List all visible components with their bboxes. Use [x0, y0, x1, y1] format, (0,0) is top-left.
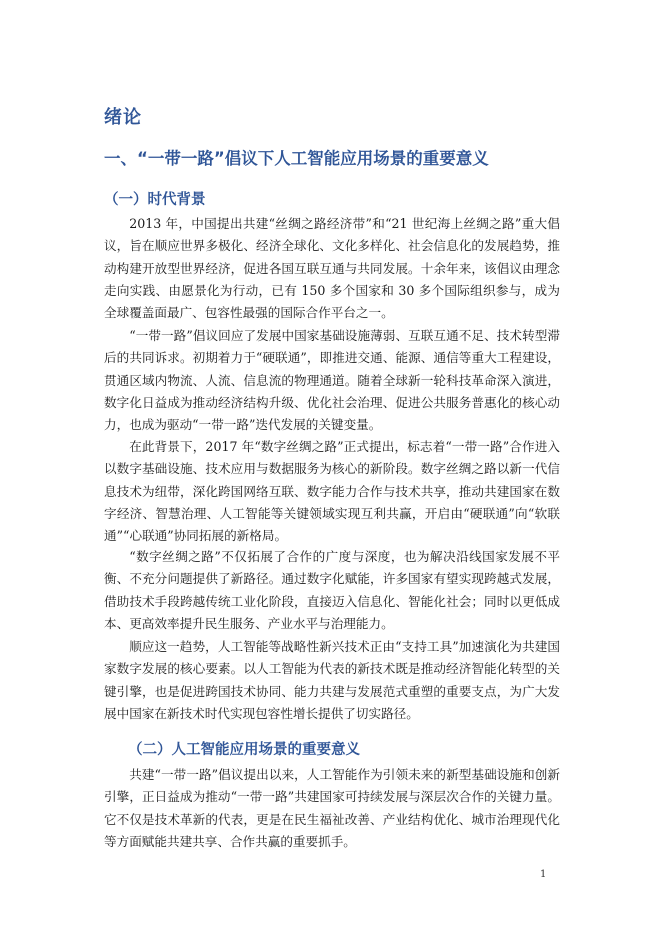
subsection-heading-background: （一）时代背景: [104, 192, 206, 208]
paragraph: 2013 年，中国提出共建“丝绸之路经济带”和“21 世纪海上丝绸之路”重大倡议，旨在顺应世界多极化、经济全球化、文化多样化、社会信息化的发展趋势，推动构建开放型世界经济，促进各国互联互通与共同发展。十余年来，该倡议由理念走向实践、由愿景化为行动，已有 150 多个国家和 30 多个国际组织参与，成为全球覆盖面最广、包容性最强的国际合作平台之一。: [104, 216, 560, 321]
section-title: 绪论: [104, 107, 142, 128]
paragraph: “一带一路”倡议回应了发展中国家基础设施薄弱、互联互通不足、技术转型滞后的共同诉求。初期着力于“硬联通”，即推进交通、能源、通信等重大工程建设，贯通区域内物流、人流、信息流的物理通道。随着全球新一轮科技革命深入演进，数字化日益成为推动经济结构升级、优化社会治理、促进公共服务普惠化的核心动力，也成为驱动“一带一路”迭代发展的关键变量。: [104, 328, 560, 433]
chapter-heading: 一、“一带一路”倡议下人工智能应用场景的重要意义: [104, 149, 489, 168]
page-number: 1: [540, 869, 547, 880]
subsection-heading-significance: （二）人工智能应用场景的重要意义: [128, 742, 360, 758]
paragraph: 在此背景下，2017 年“数字丝绸之路”正式提出，标志着“一带一路”合作进入以数字基础设施、技术应用与数据服务为核心的新阶段。数字丝绸之路以新一代信息技术为纽带，深化跨国网络互联、数字能力合作与技术共享，推动共建国家在数字经济、智慧治理、人工智能等关键领域实现互利共赢，开启由“硬联通”向“软联通”“心联通”协同拓展的新格局。: [104, 439, 560, 544]
paragraph: “数字丝绸之路”不仅拓展了合作的广度与深度，也为解决沿线国家发展不平衡、不充分问题提供了新路径。通过数字化赋能，许多国家有望实现跨越式发展，借助技术手段跨越传统工业化阶段，直接迈入信息化、智能化社会；同时以更低成本、更高效率提升民生服务、产业水平与治理能力。: [104, 549, 560, 631]
paragraph: 共建“一带一路”倡议提出以来，人工智能作为引领未来的新型基础设施和创新引擎，正日益成为推动“一带一路”共建国家可持续发展与深层次合作的关键力量。它不仅是技术革新的代表，更是在民生福祉改善、产业结构优化、城市治理现代化等方面赋能共建共享、合作共赢的重要抓手。: [104, 767, 560, 849]
paragraph: 顺应这一趋势，人工智能等战略性新兴技术正由“支持工具”加速演化为共建国家数字发展的核心要素。以人工智能为代表的新技术既是推动经济智能化转型的关键引擎，也是促进跨国技术协同、能力共建与发展范式重塑的重要支点，为广大发展中国家在新技术时代实现包容性增长提供了切实路径。: [104, 639, 560, 721]
